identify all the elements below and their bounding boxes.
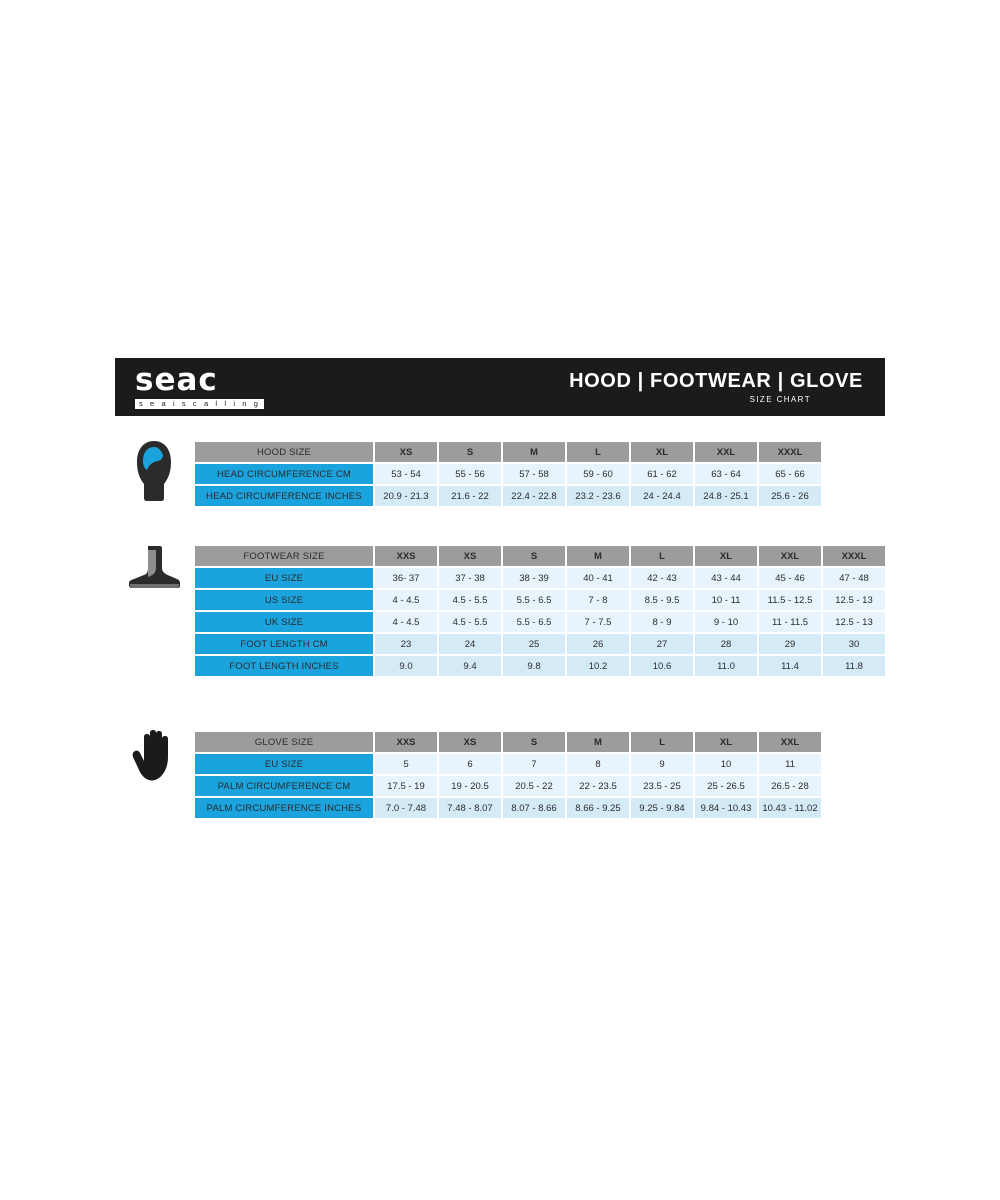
table-cell: 57 - 58 (503, 464, 565, 484)
header-banner (115, 358, 885, 416)
table-cell: 26.5 - 28 (759, 776, 821, 796)
table-cell: 12.5 - 13 (823, 590, 885, 610)
table-row (195, 486, 821, 506)
table-cell: 5.5 - 6.5 (503, 612, 565, 632)
page-subtitle: SIZE CHART (749, 395, 811, 404)
table-cell: 26 (567, 634, 629, 654)
table-cell: 24 (439, 634, 501, 654)
table-header-row (195, 732, 821, 752)
table-row (195, 798, 821, 818)
row-label: PALM CIRCUMFERENCE INCHES (195, 798, 373, 818)
table-row (195, 568, 885, 588)
table-cell: 11.4 (759, 656, 821, 676)
table-title-cell: GLOVE SIZE (195, 732, 373, 752)
table-cell: 53 - 54 (375, 464, 437, 484)
column-header: XL (695, 732, 757, 752)
table-cell: 61 - 62 (631, 464, 693, 484)
table-cell: 9 - 10 (695, 612, 757, 632)
table-cell: 11.0 (695, 656, 757, 676)
column-header: L (631, 732, 693, 752)
column-header: L (631, 546, 693, 566)
logo-tagline: s e a i s c a l l i n g (135, 399, 264, 409)
footwear-size-table (193, 544, 887, 678)
column-header: S (503, 546, 565, 566)
column-header: S (439, 442, 501, 462)
table-cell: 11 (759, 754, 821, 774)
row-label: HEAD CIRCUMFERENCE INCHES (195, 486, 373, 506)
table-cell: 7 - 7.5 (567, 612, 629, 632)
table-cell: 6 (439, 754, 501, 774)
table-cell: 21.6 - 22 (439, 486, 501, 506)
table-cell: 17.5 - 19 (375, 776, 437, 796)
table-cell: 11.5 - 12.5 (759, 590, 821, 610)
table-cell: 9.4 (439, 656, 501, 676)
table-row (195, 776, 821, 796)
table-cell: 7.0 - 7.48 (375, 798, 437, 818)
page-title: HOOD | FOOTWEAR | GLOVE (569, 370, 863, 392)
column-header: M (503, 442, 565, 462)
hood-size-table (193, 440, 823, 508)
column-header: XXL (695, 442, 757, 462)
table-row (195, 612, 885, 632)
table-cell: 25.6 - 26 (759, 486, 821, 506)
column-header: XS (439, 546, 501, 566)
column-header: S (503, 732, 565, 752)
row-label: EU SIZE (195, 568, 373, 588)
column-header: XXS (375, 546, 437, 566)
table-cell: 8 - 9 (631, 612, 693, 632)
column-header: XXS (375, 732, 437, 752)
table-cell: 9.84 - 10.43 (695, 798, 757, 818)
table-cell: 43 - 44 (695, 568, 757, 588)
table-cell: 4.5 - 5.5 (439, 612, 501, 632)
table-cell: 7 (503, 754, 565, 774)
table-cell: 38 - 39 (503, 568, 565, 588)
table-cell: 47 - 48 (823, 568, 885, 588)
table-cell: 20.5 - 22 (503, 776, 565, 796)
row-label: US SIZE (195, 590, 373, 610)
table-title-cell: HOOD SIZE (195, 442, 373, 462)
column-header: XL (631, 442, 693, 462)
table-cell: 25 (503, 634, 565, 654)
table-cell: 59 - 60 (567, 464, 629, 484)
column-header: L (567, 442, 629, 462)
table-cell: 8 (567, 754, 629, 774)
table-title-cell: FOOTWEAR SIZE (195, 546, 373, 566)
table-cell: 5 (375, 754, 437, 774)
column-header: M (567, 732, 629, 752)
table-cell: 10.6 (631, 656, 693, 676)
column-header: XS (375, 442, 437, 462)
table-cell: 40 - 41 (567, 568, 629, 588)
table-cell: 55 - 56 (439, 464, 501, 484)
header-title-block (569, 370, 863, 404)
column-header: XS (439, 732, 501, 752)
table-row (195, 590, 885, 610)
table-cell: 5.5 - 6.5 (503, 590, 565, 610)
footwear-size-group (115, 544, 887, 678)
table-header-row (195, 442, 821, 462)
logo-wordmark: seac (135, 362, 218, 399)
column-header: M (567, 546, 629, 566)
table-cell: 23.2 - 23.6 (567, 486, 629, 506)
table-cell: 11 - 11.5 (759, 612, 821, 632)
table-row (195, 634, 885, 654)
table-cell: 10 - 11 (695, 590, 757, 610)
table-cell: 8.66 - 9.25 (567, 798, 629, 818)
table-cell: 4 - 4.5 (375, 612, 437, 632)
table-cell: 20.9 - 21.3 (375, 486, 437, 506)
table-cell: 9.8 (503, 656, 565, 676)
row-label: FOOT LENGTH CM (195, 634, 373, 654)
glove-icon (115, 730, 193, 782)
row-label: HEAD CIRCUMFERENCE CM (195, 464, 373, 484)
table-row (195, 656, 885, 676)
table-cell: 25 - 26.5 (695, 776, 757, 796)
table-cell: 30 (823, 634, 885, 654)
table-cell: 7.48 - 8.07 (439, 798, 501, 818)
table-cell: 4 - 4.5 (375, 590, 437, 610)
table-cell: 22.4 - 22.8 (503, 486, 565, 506)
hood-icon (115, 440, 193, 502)
row-label: FOOT LENGTH INCHES (195, 656, 373, 676)
row-label: UK SIZE (195, 612, 373, 632)
table-cell: 9.25 - 9.84 (631, 798, 693, 818)
column-header: XXL (759, 546, 821, 566)
table-cell: 24.8 - 25.1 (695, 486, 757, 506)
table-cell: 10.2 (567, 656, 629, 676)
table-row (195, 464, 821, 484)
table-cell: 24 - 24.4 (631, 486, 693, 506)
glove-size-table (193, 730, 823, 820)
table-cell: 4.5 - 5.5 (439, 590, 501, 610)
column-header: XXXL (823, 546, 885, 566)
table-cell: 45 - 46 (759, 568, 821, 588)
table-cell: 28 (695, 634, 757, 654)
table-cell: 36- 37 (375, 568, 437, 588)
column-header: XXXL (759, 442, 821, 462)
table-cell: 22 - 23.5 (567, 776, 629, 796)
hood-size-group (115, 440, 823, 508)
row-label: EU SIZE (195, 754, 373, 774)
table-cell: 12.5 - 13 (823, 612, 885, 632)
table-cell: 19 - 20.5 (439, 776, 501, 796)
table-cell: 8.07 - 8.66 (503, 798, 565, 818)
table-cell: 29 (759, 634, 821, 654)
table-cell: 8.5 - 9.5 (631, 590, 693, 610)
row-label: PALM CIRCUMFERENCE CM (195, 776, 373, 796)
column-header: XXL (759, 732, 821, 752)
boot-icon (115, 544, 193, 590)
table-cell: 63 - 64 (695, 464, 757, 484)
table-cell: 10.43 - 11.02 (759, 798, 821, 818)
table-cell: 9.0 (375, 656, 437, 676)
table-cell: 11.8 (823, 656, 885, 676)
table-row (195, 754, 821, 774)
table-cell: 23.5 - 25 (631, 776, 693, 796)
glove-size-group (115, 730, 823, 820)
table-cell: 42 - 43 (631, 568, 693, 588)
table-cell: 7 - 8 (567, 590, 629, 610)
table-cell: 9 (631, 754, 693, 774)
table-cell: 23 (375, 634, 437, 654)
table-cell: 37 - 38 (439, 568, 501, 588)
table-cell: 10 (695, 754, 757, 774)
brand-logo (135, 362, 264, 409)
table-header-row (195, 546, 885, 566)
table-cell: 65 - 66 (759, 464, 821, 484)
table-cell: 27 (631, 634, 693, 654)
column-header: XL (695, 546, 757, 566)
